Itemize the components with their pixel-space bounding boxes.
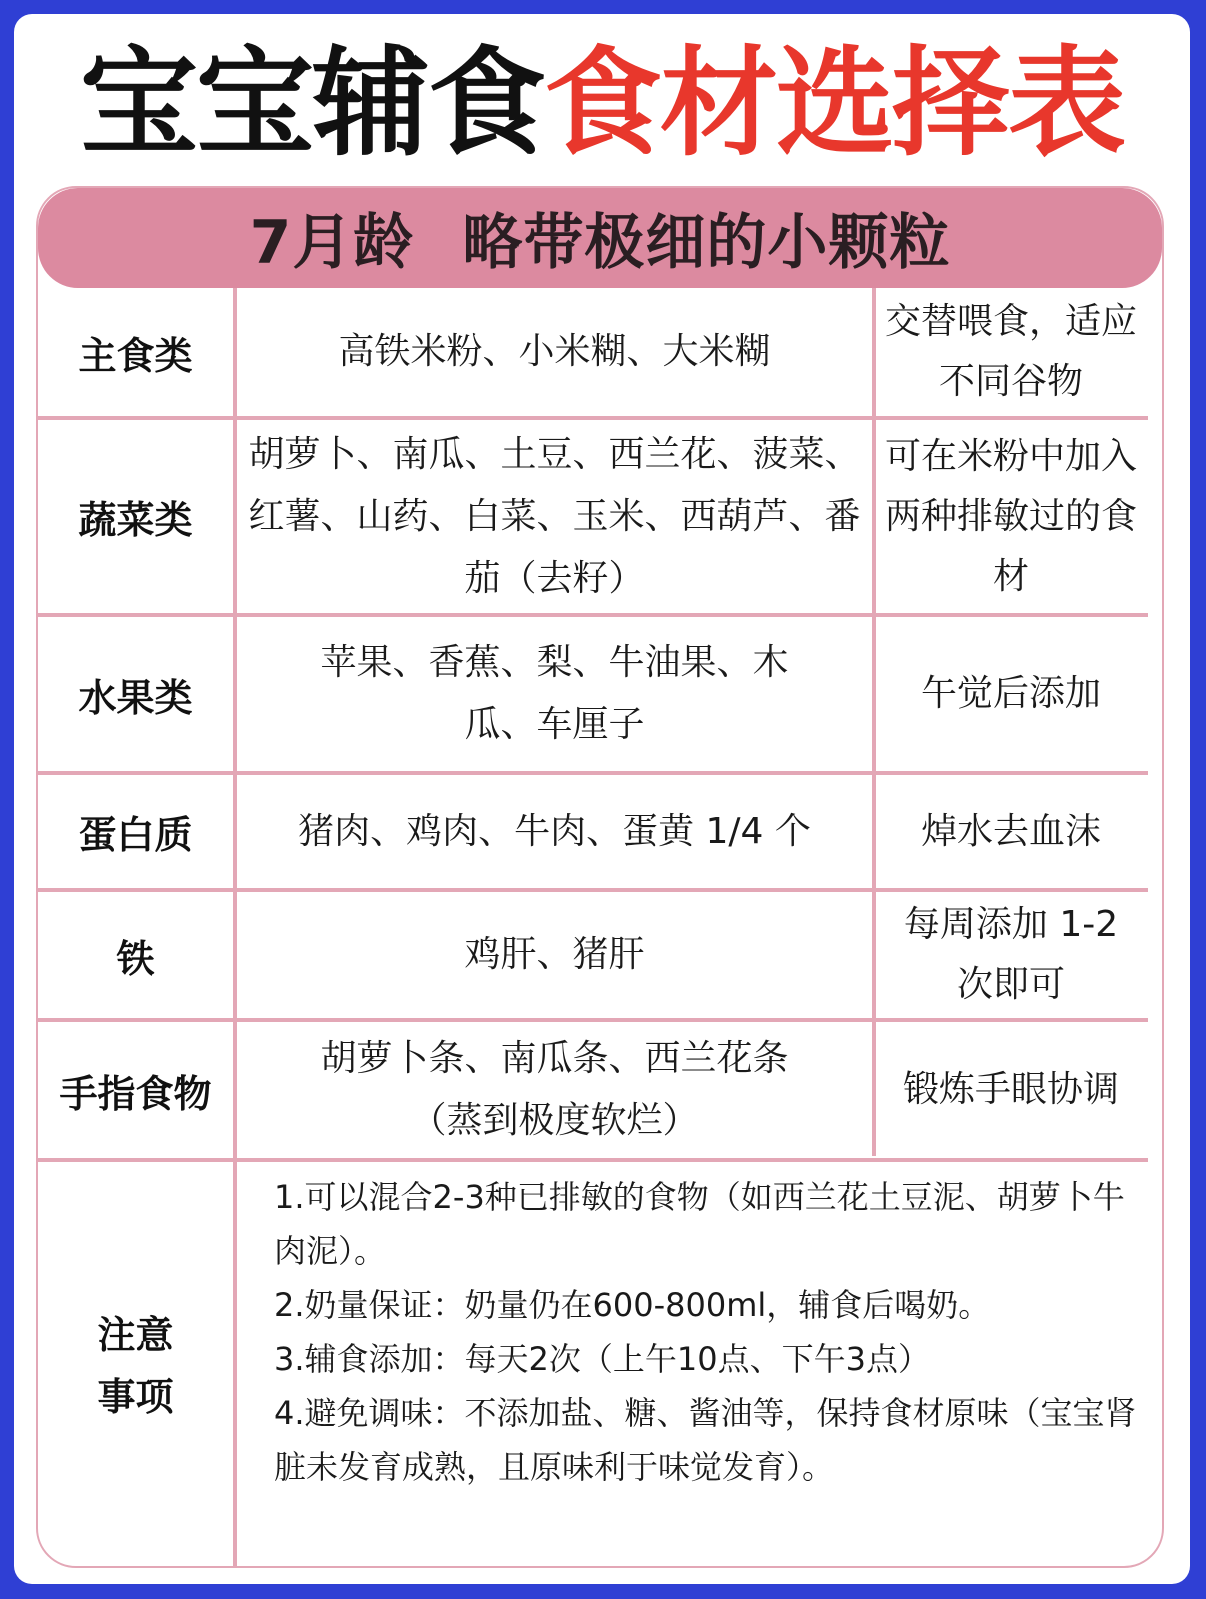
table-row-note: 锻炼手眼协调	[902, 1069, 1119, 1110]
notes-label-line-2: 事项	[97, 1375, 174, 1419]
table-row-note: 午觉后添加	[920, 673, 1101, 714]
title-part-1: 宝宝辅食	[79, 34, 544, 172]
title-part-2: 食材选择表	[544, 34, 1125, 172]
page-title	[14, 34, 1190, 172]
table-row-foods: 胡萝卜条、南瓜条、西兰花条（蒸到极度软烂）	[320, 1038, 789, 1141]
notes-list	[274, 1170, 1154, 1494]
table-row-note: 交替喂食，适应不同谷物	[884, 301, 1137, 402]
table-row-category: 蔬菜类	[78, 498, 193, 542]
table-row-foods: 高铁米粉、小米糊、大米糊	[338, 331, 771, 372]
note-item: 2.奶量保证：奶量仍在600-800ml，辅食后喝奶。	[274, 1286, 991, 1324]
notes-label	[38, 1162, 233, 1568]
table-row-category: 蛋白质	[78, 813, 193, 857]
table-row-category: 水果类	[78, 675, 193, 720]
note-item: 3.辅食添加：每天2次（上午10点、下午3点）	[274, 1340, 930, 1378]
age-banner	[38, 188, 1162, 288]
table-row-foods: 胡萝卜、南瓜、土豆、西兰花、菠菜、红薯、山药、白菜、玉米、西葫芦、番茄（去籽）	[248, 433, 861, 599]
note-item: 1.可以混合2-3种已排敏的食物（如西兰花土豆泥、胡萝卜牛肉泥）。	[274, 1178, 1125, 1270]
banner-age: 7月龄	[249, 208, 415, 278]
card	[14, 14, 1190, 1584]
table-row-foods: 鸡肝、猪肝	[464, 934, 645, 975]
table-row-category: 主食类	[78, 333, 193, 378]
note-item: 4.避免调味：不添加盐、糖、酱油等，保持食材原味（宝宝肾脏未发育成熟，且原味利于味觉发育）。	[274, 1394, 1137, 1486]
table-row-note: 可在米粉中加入两种排敏过的食材	[884, 435, 1137, 597]
table-row-category: 手指食物	[59, 1071, 212, 1116]
banner-texture: 略带极细的小颗粒	[462, 208, 951, 278]
notes-label-line-1: 注意	[97, 1313, 174, 1357]
table-row-note: 每周添加 1-2 次即可	[903, 904, 1119, 1005]
table-frame	[36, 186, 1164, 1568]
table-row-category: 铁	[116, 936, 155, 981]
table-row-foods: 苹果、香蕉、梨、牛油果、木瓜、车厘子	[320, 642, 789, 745]
table-row-foods: 猪肉、鸡肉、牛肉、蛋黄 1/4 个	[298, 810, 811, 852]
table-row-note: 焯水去血沫	[920, 810, 1101, 852]
